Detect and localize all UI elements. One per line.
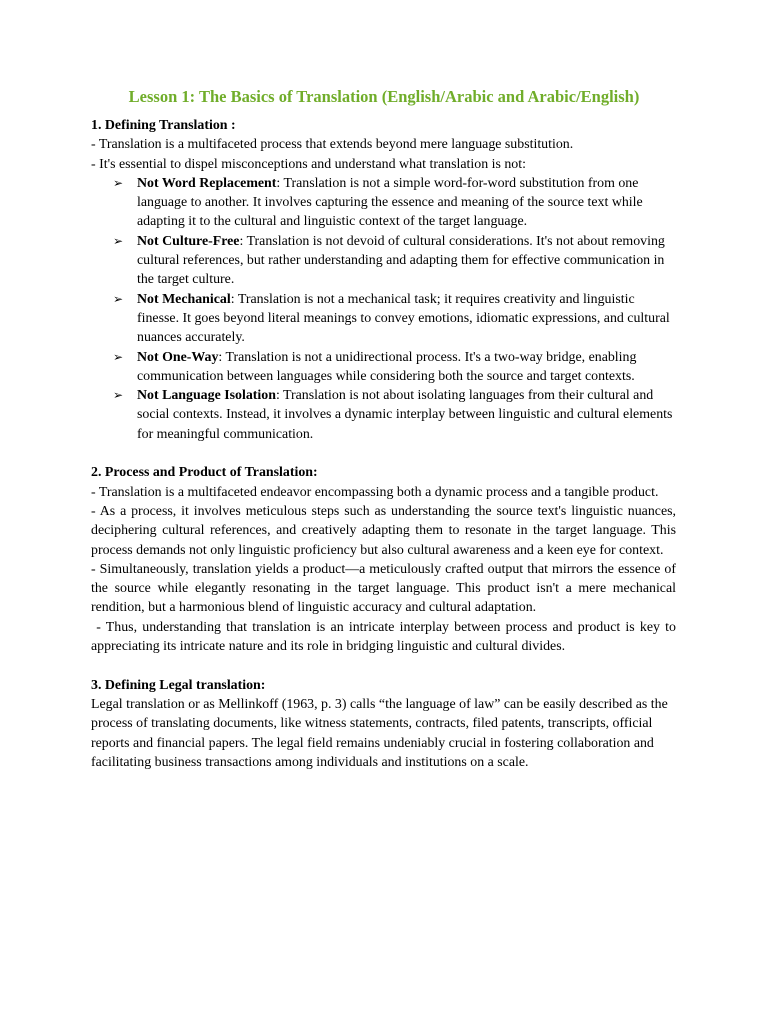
list-item — [113, 232, 676, 290]
section-process-product — [91, 463, 680, 656]
section-defining-translation — [91, 116, 676, 444]
bullet-text: : Translation is not about isolating languages from their cultural and social contexts. Instead, it involves a dynamic interplay between linguistic and cultural elements for meaningful communication. — [137, 388, 673, 442]
document-body — [91, 116, 680, 772]
list-item — [113, 174, 676, 232]
section-heading: 1. Defining Translation : — [91, 118, 236, 133]
body-paragraph: Legal translation or as Mellinkoff (1963, p. 3) calls “the language of law” can be easily described as the process of translating documents, like witness statements, contracts, filed patents, transcripts, official reports and financial papers. The legal field remains undeniably crucial in fostering collaboration and facilitating business transactions among individuals and institutions on a scale. — [91, 696, 668, 770]
body-paragraph: - As a process, it involves meticulous steps such as understanding the source text's linguistic nuances, deciphering cultural references, and creatively adapting them to resonate in the target language. This process demands not only linguistic proficiency but also cultural awareness and a keen eye for context. — [91, 503, 676, 558]
bullet-text: : Translation is not a mechanical task; it requires creativity and linguistic finesse. It goes beyond literal meanings to convey emotions, idiomatic expressions, and cultural nuances accurately. — [137, 291, 670, 346]
bullet-term: Not One-Way — [137, 349, 219, 365]
arrowhead-bullet-icon: ➢ — [113, 349, 124, 364]
list-item — [113, 290, 676, 348]
list-item — [113, 386, 676, 444]
body-paragraph: - Simultaneously, translation yields a product—a meticulously crafted output that mirrors the essence of the source while elegantly resonating in the target language. This product isn't a mere mechanical rendition, but a harmonious blend of linguistic accuracy and cultural adaptation. — [91, 561, 676, 616]
bullet-text: : Translation is not a unidirectional process. It's a two-way bridge, enabling communication between languages while considering both the source and target contexts. — [137, 349, 637, 384]
bullet-term: Not Word Replacement — [137, 175, 277, 191]
section-heading: 3. Defining Legal translation: — [91, 677, 266, 693]
body-paragraph: - Thus, understanding that translation is an intricate interplay between process and product is key to appreciating its intricate nature and its role in bridging linguistic and cultural divides. — [91, 619, 680, 655]
section-legal-translation — [91, 676, 676, 772]
lesson-title: Lesson 1: The Basics of Translation (English/Arabic and Arabic/English) — [128, 87, 640, 106]
arrowhead-bullet-icon: ➢ — [113, 233, 124, 248]
arrowhead-bullet-icon: ➢ — [113, 175, 124, 190]
section-heading: 2. Process and Product of Translation: — [91, 465, 318, 481]
body-line: - It's essential to dispel misconceptions and understand what translation is not: — [91, 156, 526, 172]
bullet-term: Not Mechanical — [137, 291, 231, 307]
arrowhead-bullet-icon: ➢ — [113, 388, 124, 403]
bullet-text: : Translation is not devoid of cultural considerations. It's not about removing cultural references, but rather understanding and adapting them for effective communication in the target culture. — [137, 233, 665, 288]
bullet-term: Not Language Isolation — [137, 388, 276, 404]
bullet-term: Not Culture-Free — [137, 233, 240, 249]
body-line: - Translation is a multifaceted process that extends beyond mere language substitution. — [91, 137, 574, 153]
misconceptions-list — [91, 174, 676, 444]
arrowhead-bullet-icon: ➢ — [113, 291, 124, 306]
list-item — [113, 348, 676, 387]
body-paragraph: - Translation is a multifaceted endeavor encompassing both a dynamic process and a tangible product. — [91, 484, 659, 500]
bullet-text: : Translation is not a simple word-for-word substitution from one language to another. It involves capturing the essence and meaning of the source text while adapting it to the cultural and linguistic context of the target language. — [137, 175, 643, 230]
